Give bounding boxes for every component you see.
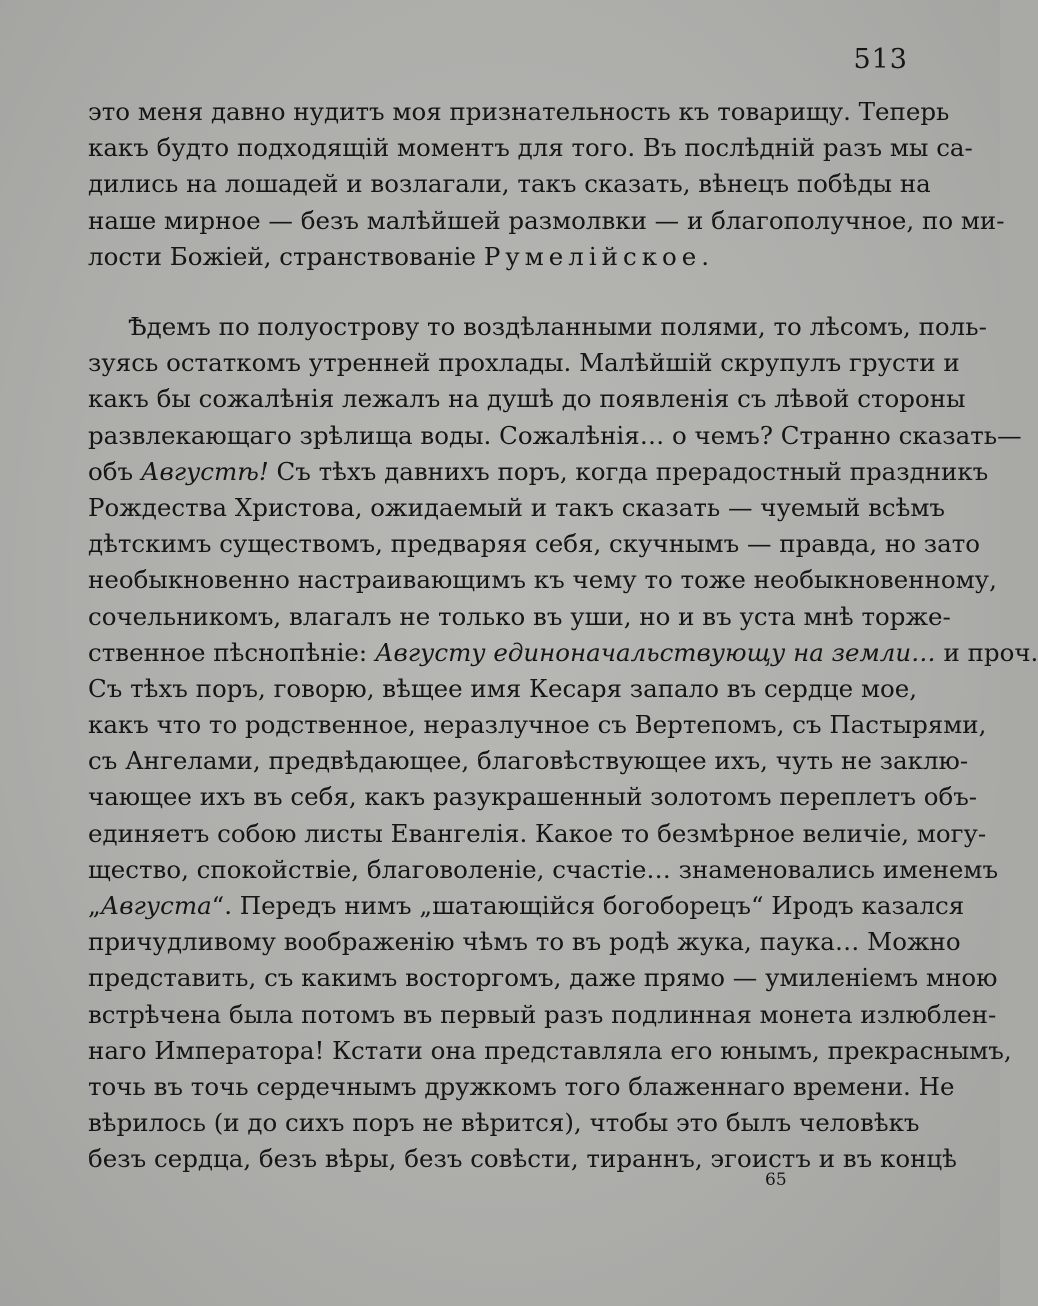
signature-mark: 65 (765, 1170, 787, 1190)
paragraph-1 (88, 94, 1005, 275)
text-line: встрѣчена была потомъ въ первый разъ подлинная монета излюблен- (88, 999, 997, 1029)
text-line: безъ сердца, безъ вѣры, безъ совѣсти, тираннъ, эгоистъ и въ концѣ (88, 1144, 957, 1174)
italic-word: Августа (100, 891, 212, 920)
text-line: вѣрилось (и до сихъ поръ не вѣрится), чтобы это былъ человѣкъ (88, 1108, 920, 1138)
text-line: зуясь остаткомъ утренней прохлады. Малѣйшій скрупулъ грусти и (88, 348, 960, 378)
text-line: какъ будто подходящій моментъ для того. Въ послѣдній разъ мы са- (88, 133, 973, 163)
text-line: съ Ангелами, предвѣдающее, благовѣствующее ихъ, чуть не заклю- (88, 746, 969, 776)
text-line: развлекающаго зрѣлища воды. Сожалѣнія… о чемъ? Странно сказать— (88, 420, 1022, 450)
text-line: наго Императора! Кстати она представляла его юнымъ, прекраснымъ, (88, 1035, 1012, 1065)
text-line: чающее ихъ въ себя, какъ разукрашенный золотомъ переплетъ объ- (88, 782, 978, 812)
text-line: Съ тѣхъ поръ, говорю, вѣщее имя Кесаря запало въ сердце мое, (88, 673, 918, 703)
italic-phrase: Августу единоначальствующу на земли… (374, 637, 936, 667)
text-line: единяетъ собою листы Евангелія. Какое то безмѣрное величіе, могу- (88, 818, 987, 848)
text-line: причудливому воображенію чѣмъ то въ родѣ жука, паука… Можно (88, 927, 961, 957)
text-line: какъ что то родственное, неразлучное съ Вертепомъ, съ Пастырями, (88, 710, 987, 740)
text-line: „Августа“. Передъ нимъ „шатающійся богоборецъ“ Иродъ казался (88, 891, 965, 920)
spaced-word: Румелійское (483, 241, 702, 271)
text-line: какъ бы сожалѣнія лежалъ на душѣ до появленія съ лѣвой стороны (88, 384, 966, 414)
text-line: представить, съ какимъ восторгомъ, даже прямо — умиленіемъ мною (88, 963, 998, 993)
text-line: это меня давно нудитъ моя признательность къ товарищу. Теперь (88, 97, 950, 126)
text-line: объ Августѣ! Съ тѣхъ давнихъ поръ, когда прерадостный праздникъ (88, 456, 989, 486)
paragraph-2 (88, 309, 1038, 1178)
page-number: 513 (853, 44, 908, 75)
text-line: наше мирное — безъ малѣйшей размолвки — и благополучное, по ми- (88, 205, 1005, 235)
text-line: Рождества Христова, ожидаемый и такъ сказать — чуемый всѣмъ (88, 492, 946, 522)
text-line: дились на лошадей и возлагали, такъ сказать, вѣнецъ побѣды на (88, 169, 931, 199)
text-line: дѣтскимъ существомъ, предваряя себя, скучнымъ — правда, но зато (88, 529, 981, 559)
text-line: необыкновенно настраивающимъ къ чему то тоже необыкновенному, (88, 565, 997, 595)
text-line: лости Божіей, странствованіе Румелійское. (88, 241, 710, 271)
text-line: точь въ точь сердечнымъ дружкомъ того блаженнаго времени. Не (88, 1071, 955, 1101)
text-line: ственное пѣснопѣніе: Августу единоначальствующу на земли… и проч. (88, 637, 1038, 667)
text-line: сочельникомъ, влагалъ не только въ уши, но и въ уста мнѣ торже- (88, 601, 951, 631)
italic-word: Августѣ! (140, 456, 269, 486)
text-line: Ѣдемъ по полуострову то воздѣланными полями, то лѣсомъ, поль- (128, 312, 987, 341)
text-line: щество, спокойствіе, благоволеніе, счастіе… знаменовались именемъ (88, 854, 999, 884)
